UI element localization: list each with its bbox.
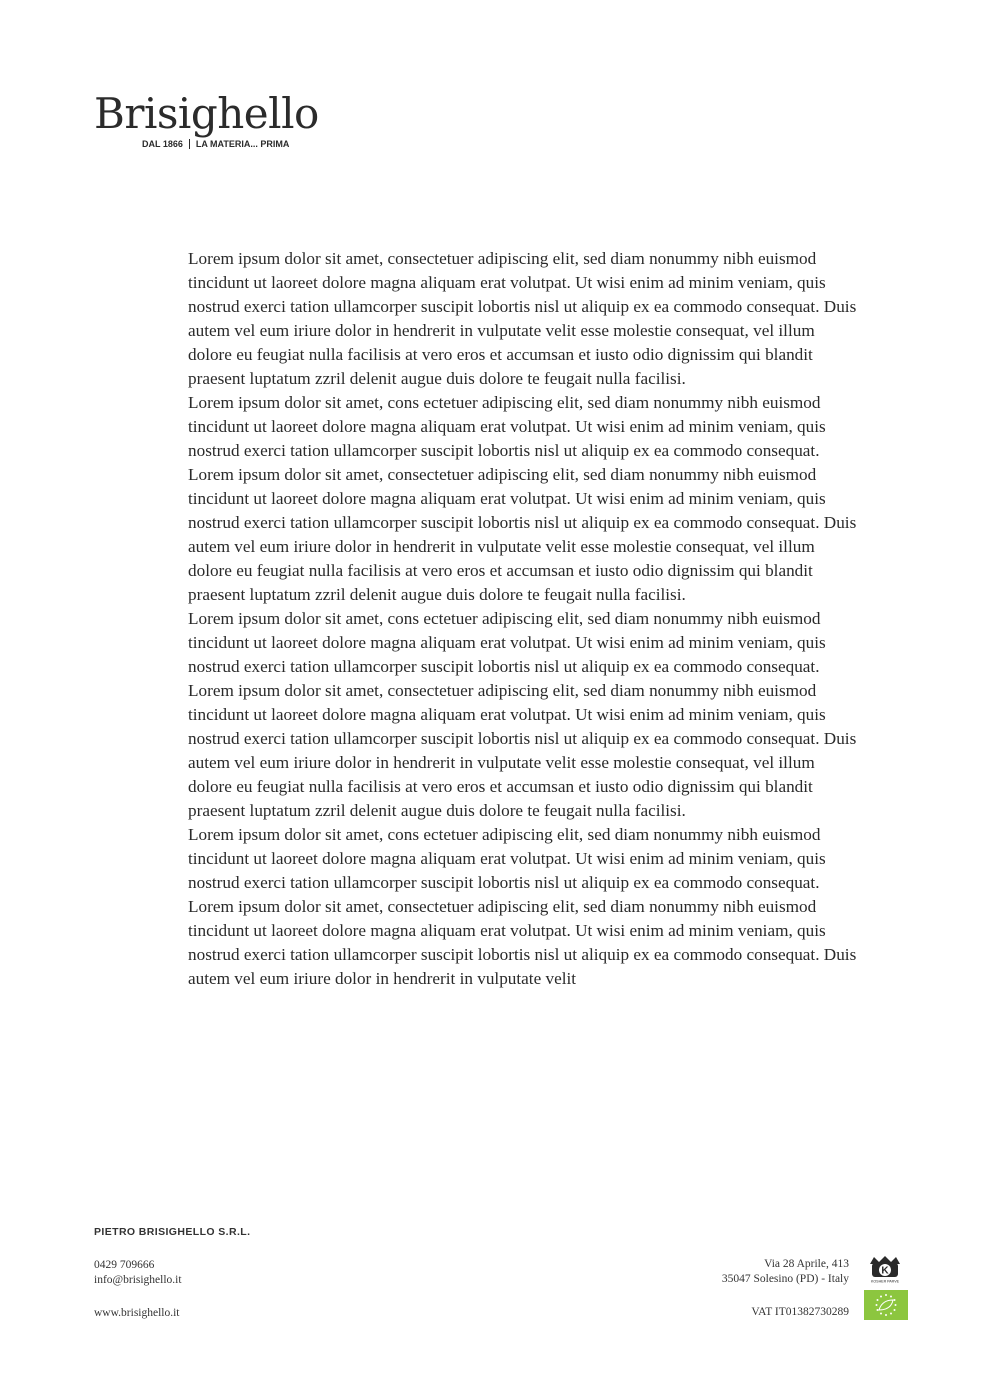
footer-vat-block: [751, 1305, 849, 1320]
body-paragraph-6: Lorem ipsum dolor sit amet, cons ectetuer adipiscing elit, sed diam nonummy nibh euismod tincidunt ut laoreet dolore magna aliquam erat volutpat. Ut wisi enim ad minim veniam, quis nostrud exerci tation ullamcorper suscipit lobortis nisl ut aliquip ex ea commodo consequat.: [188, 825, 826, 892]
footer-address-line1: Via 28 Aprile, 413: [764, 1258, 849, 1270]
footer-phone: 0429 709666: [94, 1259, 155, 1271]
brand-logo: [94, 89, 319, 154]
footer-website[interactable]: www.brisighello.it: [94, 1307, 180, 1319]
footer-website-block: [94, 1306, 180, 1321]
footer-email[interactable]: info@brisighello.it: [94, 1274, 182, 1286]
body-paragraph-3: Lorem ipsum dolor sit amet, consectetuer adipiscing elit, sed diam nonummy nibh euismod tincidunt ut laoreet dolore magna aliquam erat volutpat. Ut wisi enim ad minim veniam, quis nostrud exerci tation ullamcorper suscipit lobortis nisl ut aliquip ex ea commodo consequat. Duis autem vel eum iriure dolor in hendrerit in vulputate velit esse molestie consequat, vel illum dolore eu feugiat nulla facilisis at vero eros et accumsan et iusto odio dignissim qui blandit praesent luptatum zzril delenit augue duis dolore te feugait nulla facilisi.: [188, 465, 857, 604]
logo-tagline-year: DAL 1866: [142, 139, 183, 149]
body-paragraph-4: Lorem ipsum dolor sit amet, cons ectetuer adipiscing elit, sed diam nonummy nibh euismod tincidunt ut laoreet dolore magna aliquam erat volutpat. Ut wisi enim ad minim veniam, quis nostrud exerci tation ullamcorper suscipit lobortis nisl ut aliquip ex ea commodo consequat.: [188, 609, 826, 676]
body-paragraph-1: Lorem ipsum dolor sit amet, consectetuer adipiscing elit, sed diam nonummy nibh euismod tincidunt ut laoreet dolore magna aliquam erat volutpat. Ut wisi enim ad minim veniam, quis nostrud exerci tation ullamcorper suscipit lobortis nisl ut aliquip ex ea commodo consequat. Duis autem vel eum iriure dolor in hendrerit in vulputate velit esse molestie consequat, vel illum dolore eu feugiat nulla facilisis at vero eros et accumsan et iusto odio dignissim qui blandit praesent luptatum zzril delenit augue duis dolore te feugait nulla facilisi.: [188, 249, 857, 388]
letter-body: [188, 247, 858, 991]
footer-contacts: [94, 1258, 182, 1288]
footer-vat: VAT IT01382730289: [751, 1306, 849, 1318]
body-paragraph-2: Lorem ipsum dolor sit amet, cons ectetuer adipiscing elit, sed diam nonummy nibh euismod tincidunt ut laoreet dolore magna aliquam erat volutpat. Ut wisi enim ad minim veniam, quis nostrud exerci tation ullamcorper suscipit lobortis nisl ut aliquip ex ea commodo consequat.: [188, 393, 826, 460]
footer-company-name: PIETRO BRISIGHELLO S.R.L.: [94, 1226, 251, 1238]
footer-address-line2: 35047 Solesino (PD) - Italy: [721, 1273, 849, 1285]
logo-tagline-separator: [189, 139, 190, 149]
logo-wordmark: Brisighello: [94, 89, 319, 138]
logo-tagline: [142, 138, 289, 150]
body-paragraph-7: Lorem ipsum dolor sit amet, consectetuer adipiscing elit, sed diam nonummy nibh euismod tincidunt ut laoreet dolore magna aliquam erat volutpat. Ut wisi enim ad minim veniam, quis nostrud exerci tation ullamcorper suscipit lobortis nisl ut aliquip ex ea commodo consequat. Duis autem vel eum iriure dolor in hendrerit in vulputate velit: [188, 897, 857, 988]
eu-organic-leaf-icon: [864, 1290, 908, 1320]
body-paragraph-5: Lorem ipsum dolor sit amet, consectetuer adipiscing elit, sed diam nonummy nibh euismod tincidunt ut laoreet dolore magna aliquam erat volutpat. Ut wisi enim ad minim veniam, quis nostrud exerci tation ullamcorper suscipit lobortis nisl ut aliquip ex ea commodo consequat. Duis autem vel eum iriure dolor in hendrerit in vulputate velit esse molestie consequat, vel illum dolore eu feugiat nulla facilisis at vero eros et accumsan et iusto odio dignissim qui blandit praesent luptatum zzril delenit augue duis dolore te feugait nulla facilisi.: [188, 681, 857, 820]
footer-address: [722, 1257, 849, 1287]
logo-tagline-motto: LA MATERIA... PRIMA: [195, 139, 290, 149]
kosher-badge-letter: K: [881, 1265, 889, 1277]
kosher-certification-icon: [864, 1254, 906, 1284]
kosher-badge-text: KOSHER PARVE: [870, 1279, 900, 1284]
